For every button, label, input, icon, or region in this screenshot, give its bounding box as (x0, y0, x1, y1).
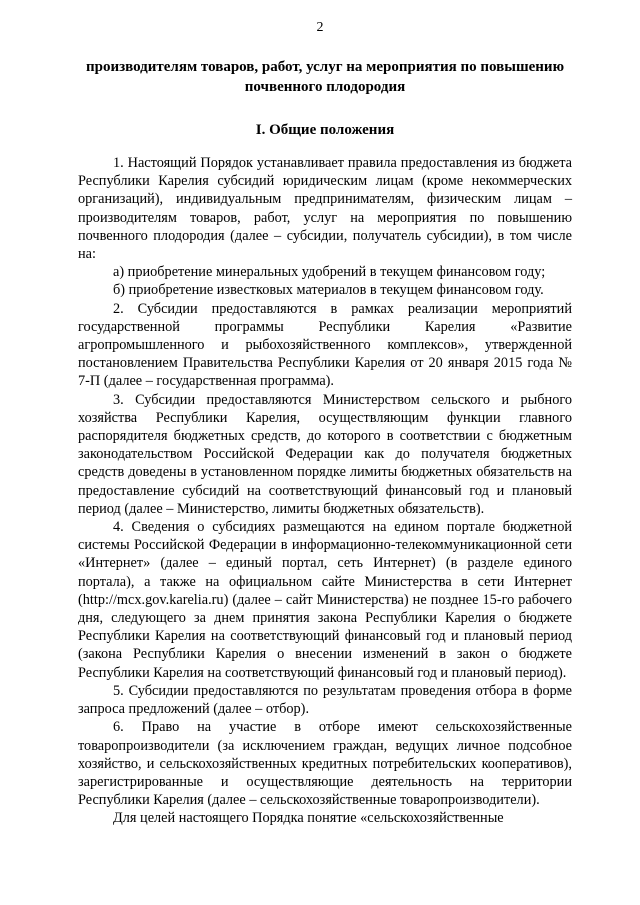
document-content (78, 57, 572, 828)
heading-line-2: почвенного плодородия (244, 79, 406, 95)
heading-line-1: производителям товаров, работ, услуг на мероприятия по повышению (85, 59, 565, 75)
section-title: I. Общие положения (255, 122, 395, 138)
paragraph-1b: б) приобретение известковых материалов в текущем финансовом году. (113, 282, 544, 299)
paragraph-2: 2. Субсидии предоставляются в рамках реализации мероприятий государственной программы Республики Карелия «Развитие агропромышленного и рыбохозяйственного комплексов», утвержденной постановлением Правительства Республики Карелия от 20 января 2015 года № 7-П (далее – государственная программа). (78, 300, 572, 390)
paragraph-3: 3. Субсидии предоставляются Министерством сельского и рыбного хозяйства Республики Карелия, осуществляющим функции главного распорядителя бюджетных средств, до которого в соответствии с бюджетным законодательством Российской Федерации как до получателя бюджетных средств доведены в установленном порядке лимиты бюджетных обязательств на предоставление субсидий на соответствующий финансовый год и плановый период (далее – Министерство, лимиты бюджетных обязательств). (78, 391, 572, 517)
paragraph-6-continued: Для целей настоящего Порядка понятие «сельскохозяйственные (113, 810, 504, 827)
paragraph-1a: а) приобретение минеральных удобрений в текущем финансовом году; (113, 264, 546, 281)
paragraph-6: 6. Право на участие в отборе имеют сельскохозяйственные товаропроизводители (за исключением граждан, ведущих личное подсобное хозяйство, и сельскохозяйственных кредитных потребительских кооперативов), зарегистрированные и осуществляющие деятельность на территории Республики Карелия (далее – сельскохозяйственные товаропроизводители). (78, 719, 572, 809)
page-number: 2 (316, 20, 324, 35)
paragraph-1: 1. Настоящий Порядок устанавливает правила предоставления из бюджета Республики Карелия субсидий юридическим лицам (кроме некоммерческих организаций), индивидуальным предпринимателям, физическим лицам – производителям товаров, работ, услуг на мероприятия по повышению почвенного плодородия (далее – субсидии, получатель субсидии), в том числе на: (78, 155, 572, 263)
paragraph-4: 4. Сведения о субсидиях размещаются на едином портале бюджетной системы Российской Федерации в информационно-телекоммуникационной сети «Интернет» (далее – единый портал, сеть Интернет) (в разделе единого портала), а также на официальном сайте Министерства в сети Интернет (http://mcx.gov.karelia.ru) (далее – сайт Министерства) не позднее 15-го рабочего дня, следующего за днем принятия закона Республики Карелия о бюджете Республики Карелия на соответствующий финансовый год и плановый период (закона Республики Карелия о внесении изменений в закон о бюджете Республики Карелия на соответствующий финансовый год и плановый период). (78, 519, 572, 681)
paragraph-5: 5. Субсидии предоставляются по результатам проведения отбора в форме запроса предложений (далее – отбор). (78, 682, 572, 718)
document-heading (78, 57, 572, 97)
document-body (78, 154, 572, 828)
